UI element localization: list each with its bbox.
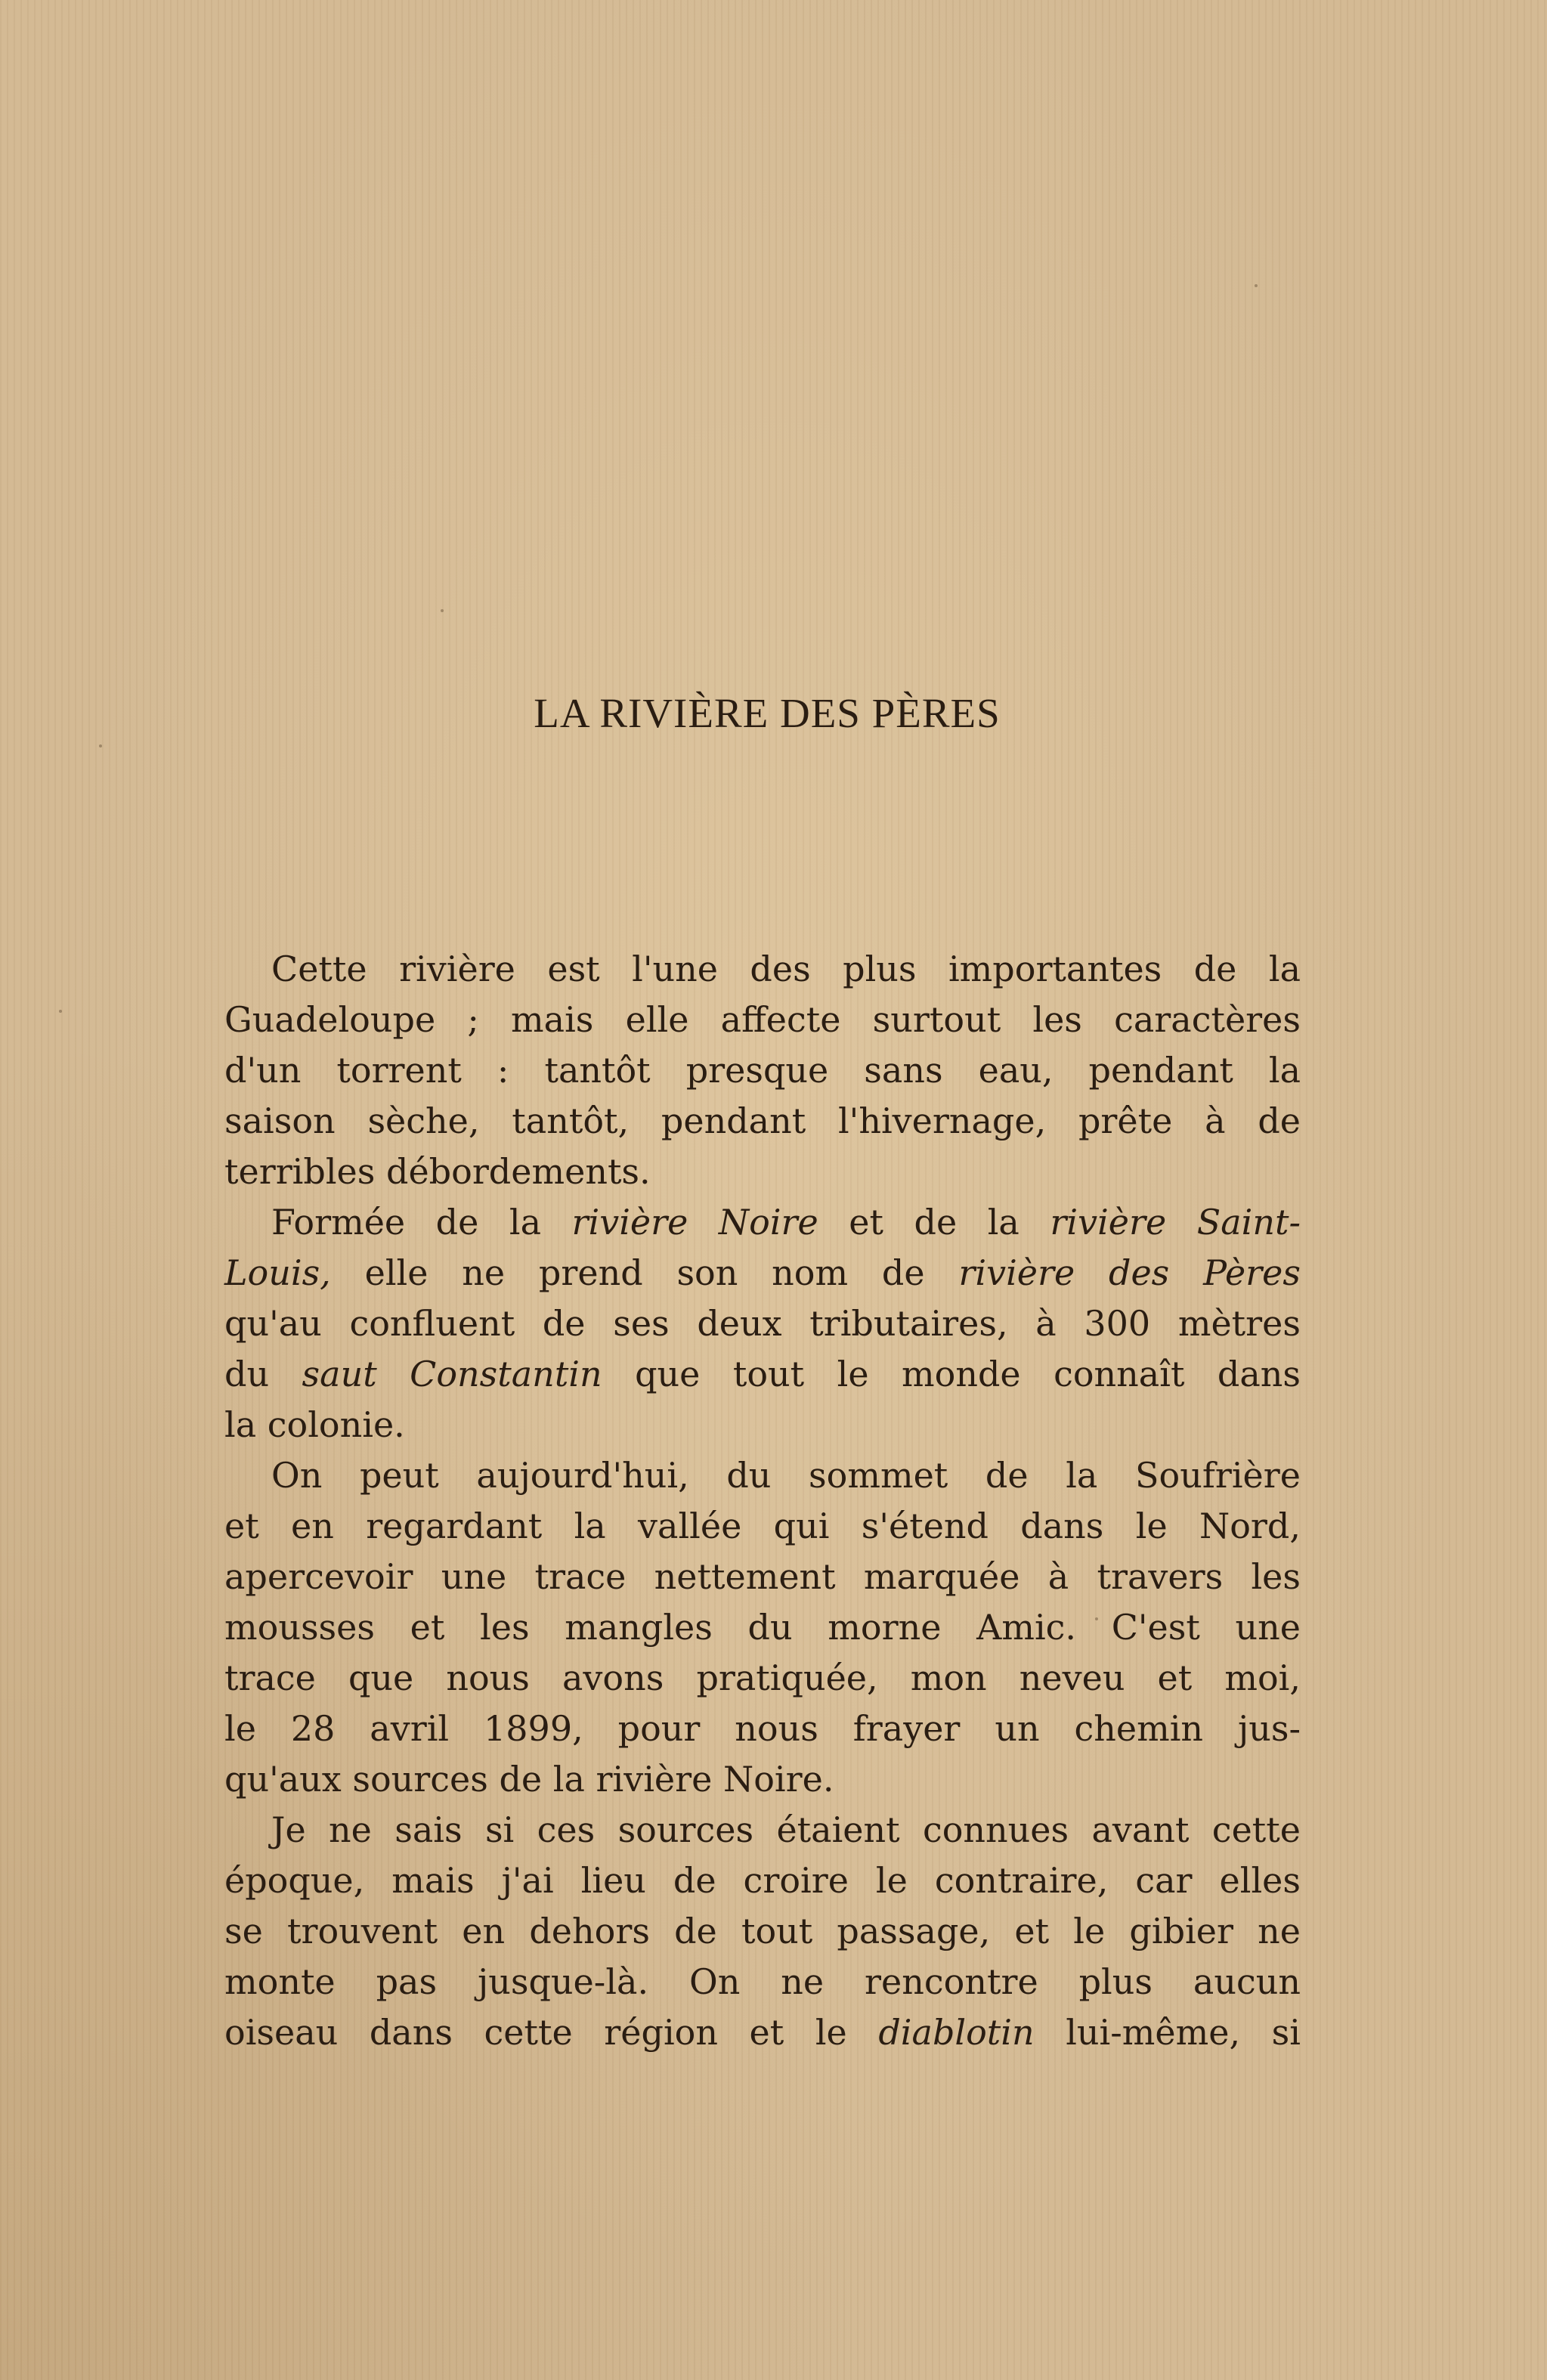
text-line: apercevoir une trace nettement marquée à travers les xyxy=(224,1556,1301,1597)
text-line: Cette rivière est l'une des plus importantes de la xyxy=(271,949,1301,989)
text-fragment: du xyxy=(224,1354,270,1394)
text-fragment: Formée de la xyxy=(271,1202,541,1243)
text-line xyxy=(224,2007,1301,2058)
text-line: qu'aux sources de la rivière Noire. xyxy=(224,1759,834,1800)
text-line: mousses et les mangles du morne Amic. C'est une xyxy=(224,1607,1301,1648)
text-line: la colonie. xyxy=(224,1404,405,1445)
text-line: saison sèche, tantôt, pendant l'hivernage, prête à de xyxy=(224,1100,1301,1141)
text-line: qu'au confluent de ses deux tributaires, à 300 mètres xyxy=(224,1303,1301,1344)
text-line: Je ne sais si ces sources étaient connues avant cette xyxy=(271,1809,1301,1850)
text-fragment: et de la xyxy=(849,1202,1019,1243)
italic-fragment: rivière Saint- xyxy=(1050,1202,1301,1243)
chapter-title: LA RIVIÈRE DES PÈRES xyxy=(534,690,1001,736)
text-fragment: lui-même, si xyxy=(1066,2012,1301,2053)
italic-fragment: diablotin xyxy=(878,2012,1035,2053)
paper-speck xyxy=(441,609,444,612)
paper-speck xyxy=(59,1010,62,1013)
text-line: époque, mais j'ai lieu de croire le contraire, car elles xyxy=(224,1860,1301,1901)
text-line: le 28 avril 1899, pour nous frayer un chemin jus- xyxy=(224,1708,1301,1749)
text-line: se trouvent en dehors de tout passage, et le gibier ne xyxy=(224,1911,1301,1951)
text-fragment: elle ne prend son nom de xyxy=(364,1252,925,1293)
text-line xyxy=(224,1197,1301,1248)
body-text xyxy=(224,944,1301,2058)
text-fragment: oiseau dans cette région et le xyxy=(224,2012,847,2053)
italic-fragment: rivière des Pères xyxy=(958,1252,1301,1293)
paper-speck xyxy=(99,744,102,747)
text-line xyxy=(224,1349,1301,1400)
text-line: d'un torrent : tantôt presque sans eau, pendant la xyxy=(224,1050,1301,1091)
paper-speck xyxy=(1095,1617,1098,1620)
text-line: trace que nous avons pratiquée, mon neveu et moi, xyxy=(224,1657,1301,1698)
paper-speck xyxy=(1255,284,1258,287)
italic-fragment: rivière Noire xyxy=(571,1202,818,1243)
text-line: monte pas jusque-là. On ne rencontre plus aucun xyxy=(224,1961,1301,2002)
text-line: Guadeloupe ; mais elle affecte surtout les caractères xyxy=(224,999,1301,1040)
text-fragment: que tout le monde connaît dans xyxy=(635,1354,1301,1394)
text-line: et en regardant la vallée qui s'étend dans le Nord, xyxy=(224,1506,1301,1546)
text-line xyxy=(224,1248,1301,1298)
italic-fragment: Louis, xyxy=(224,1252,331,1293)
text-line: On peut aujourd'hui, du sommet de la Soufrière xyxy=(271,1455,1301,1496)
text-line: terribles débordements. xyxy=(224,1151,651,1192)
italic-fragment: saut Constantin xyxy=(302,1354,602,1394)
